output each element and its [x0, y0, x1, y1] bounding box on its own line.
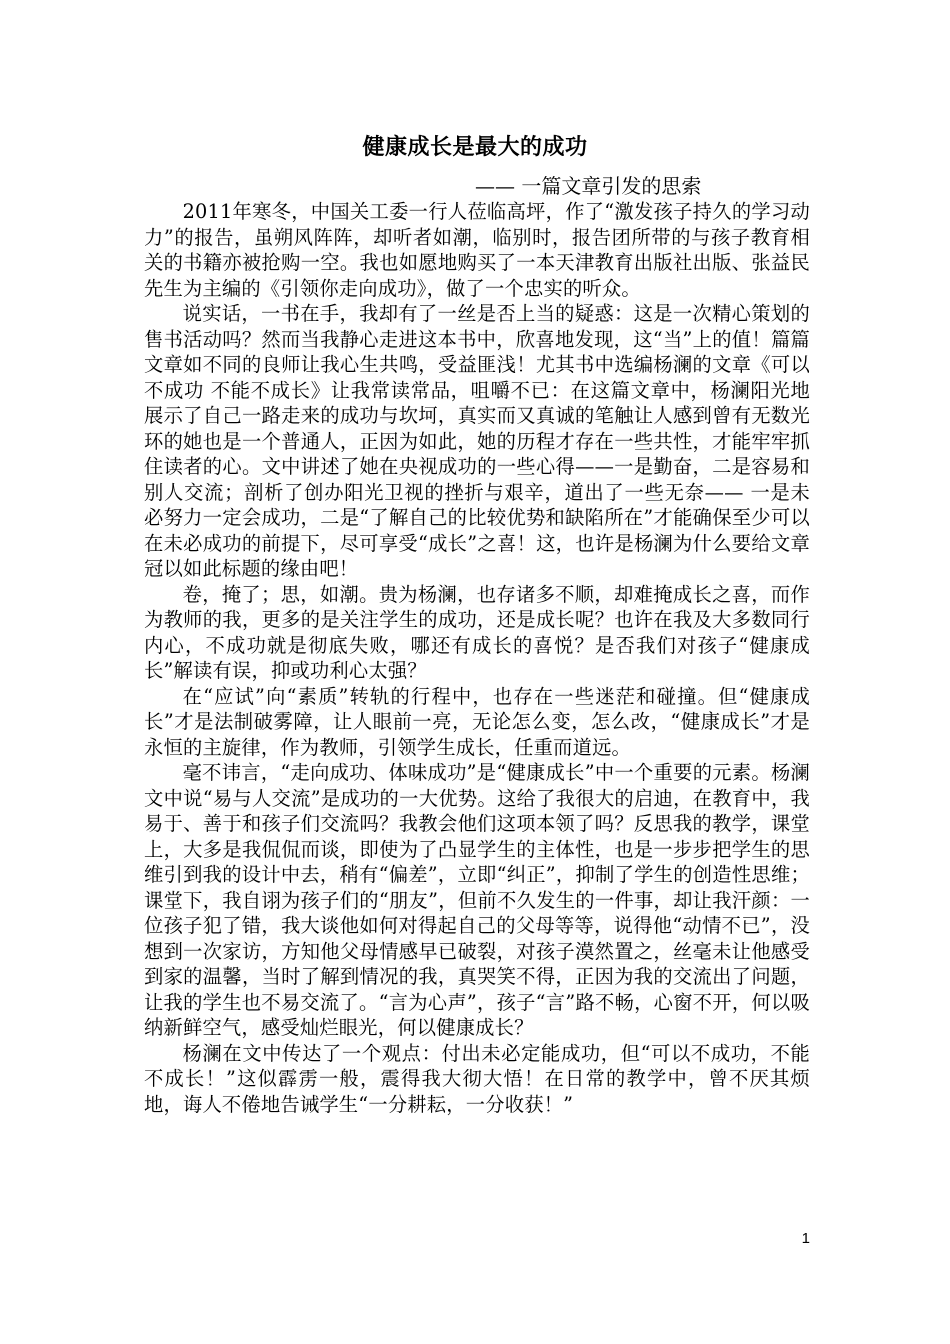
article-body: [144, 199, 810, 1117]
paragraph-2: 说实话，一书在手，我却有了一丝是否上当的疑惑：这是一次精心策划的售书活动吗？然而当我静心走进这本书中，欣喜地发现，这“当”上的值！篇篇文章如不同的良师让我心生共鸣，受益匪浅！尤其书中选编杨澜的文章《可以不成功 不能不成长》让我常读常品，咀嚼不已：在这篇文章中，杨澜阳光地展示了自己一路走来的成功与坎坷，真实而又真诚的笔触让人感到曾有无数光环的她也是一个普通人，正因为如此，她的历程才存在一些共性，才能牢牢抓住读者的心。文中讲述了她在央视成功的一些心得——一是勤奋，二是容易和别人交流；剖析了创办阳光卫视的挫折与艰辛，道出了一些无奈—— 一是未必努力一定会成功，二是“了解自己的比较优势和缺陷所在”才能确保至少可以在未必成功的前提下，尽可享受“成长”之喜！这，也许是杨澜为什么要给文章冠以如此标题的缘由吧！: [144, 302, 810, 580]
paragraph-3: 卷，掩了；思，如潮。贵为杨澜，也存诸多不顺，却难掩成长之喜，而作为教师的我，更多的是关注学生的成功，还是成长呢？也许在我及大多数同行内心，不成功就是彻底失败，哪还有成长的喜悦？是否我们对孩子“健康成长”解读有误，抑或功利心太强？: [144, 582, 810, 682]
page-subtitle: —— 一篇文章引发的思索: [475, 174, 702, 198]
paragraph-6: 杨澜在文中传达了一个观点：付出未必定能成功，但“可以不成功，不能不成长！”这似霹雳一般，震得我大彻大悟！在日常的教学中，曾不厌其烦地，诲人不倦地告诫学生“一分耕耘，一分收获！”: [144, 1041, 810, 1116]
paragraph-5: 毫不讳言，“走向成功、体味成功”是“健康成长”中一个重要的元素。杨澜文中说“易与人交流”是成功的一大优势。这给了我很大的启迪，在教育中，我易于、善于和孩子们交流吗？我教会他们这项本领了吗？反思我的教学，课堂上，大多是我侃侃而谈，即使为了凸显学生的主体性，也是一步步把学生的思维引到我的设计中去，稍有“偏差”，立即“纠正”，抑制了学生的创造性思维；课堂下，我自诩为孩子们的“朋友”，但前不久发生的一件事，却让我汗颜：一位孩子犯了错，我大谈他如何对得起自己的父母等等，说得他“动情不已”，没想到一次家访，方知他父母情感早已破裂，对孩子漠然置之，丝毫未让他感受到家的温馨，当时了解到情况的我，真哭笑不得，正因为我的交流出了问题，让我的学生也不易交流了。“言为心声”，孩子“言”路不畅，心窗不开，何以吸纳新鲜空气，感受灿烂眼光，何以健康成长？: [144, 761, 810, 1039]
page-title: 健康成长是最大的成功: [362, 135, 588, 160]
paragraph-4: 在“应试”向“素质”转轨的行程中，也存在一些迷茫和碰撞。但“健康成长”才是法制破雾障，让人眼前一亮，无论怎么变，怎么改，“健康成长”才是永恒的主旋律，作为教师，引领学生成长，任重而道远。: [144, 684, 810, 759]
paragraph-1: 2011年寒冬，中国关工委一行人莅临高坪，作了“激发孩子持久的学习动力”的报告，虽朔风阵阵，却听者如潮，临别时，报告团所带的与孩子教育相关的书籍亦被抢购一空。我也如愿地购买了一本天津教育出版社出版、张益民先生为主编的《引领你走向成功》，做了一个忠实的听众。: [144, 200, 810, 300]
page-number: 1: [801, 1230, 810, 1247]
